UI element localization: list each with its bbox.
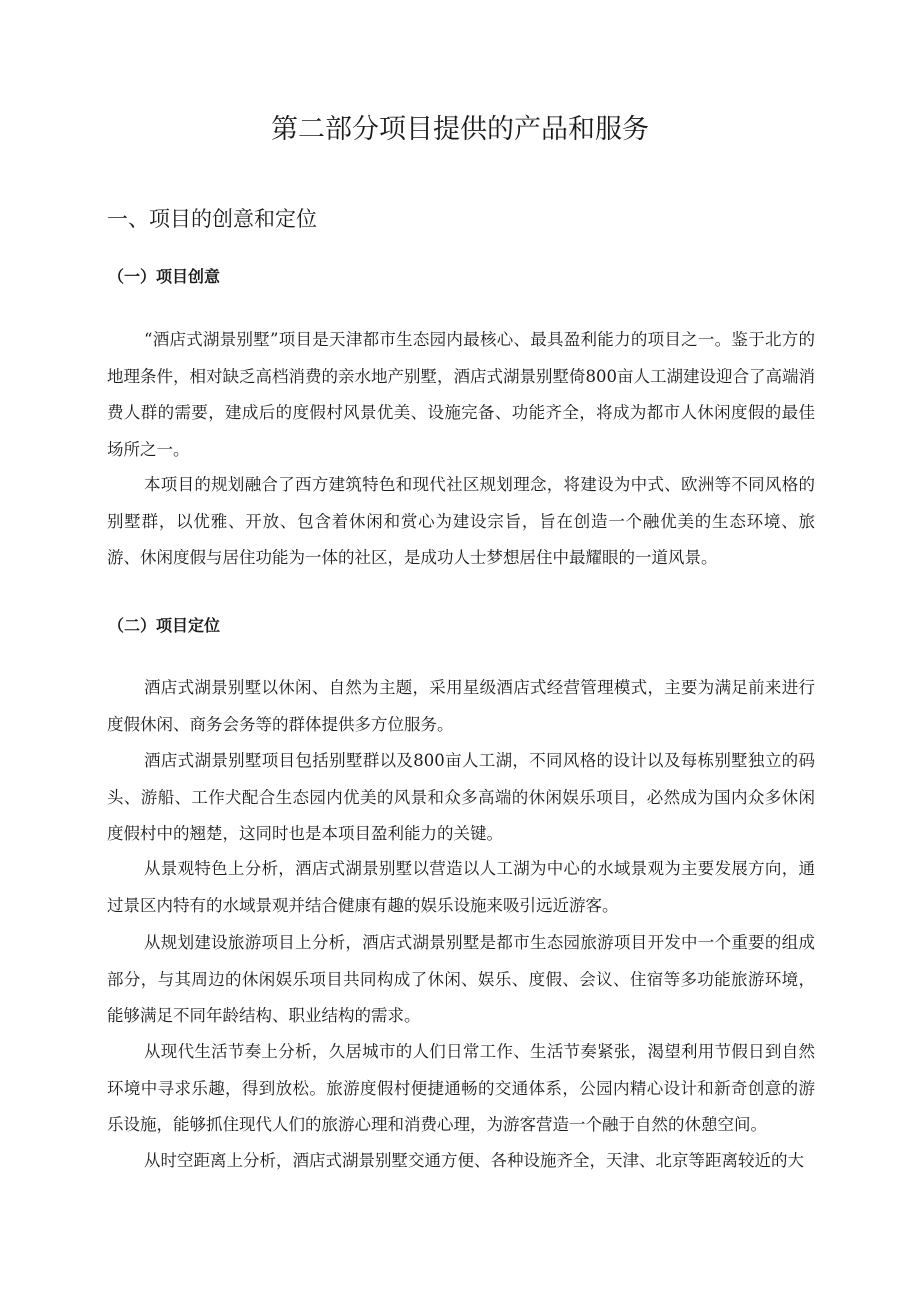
paragraph-positioning-2: 酒店式湖景别墅项目包括别墅群以及800亩人工湖，不同风格的设计以及每栋别墅独立的码头、游船、工作犬配合生态园内优美的风景和众多高端的休闲娱乐项目，必然成为国内众多休闲度假村中的翘楚，这同时也是本项目盈利能力的关键。 xyxy=(107,751,815,843)
paragraph-positioning-6: 从时空距离上分析，酒店式湖景别墅交通方便、各种设施齐全，天津、北京等距离较近的大 xyxy=(144,1151,804,1170)
subsection-heading-positioning: （二）项目定位 xyxy=(108,616,221,635)
document-title: 第二部分项目提供的产品和服务 xyxy=(271,114,649,145)
subsection-heading-creativity: （一）项目创意 xyxy=(108,267,221,286)
paragraph-positioning-1: 酒店式湖景别墅以休闲、自然为主题，采用星级酒店式经营管理模式，主要为满足前来进行度假休闲、商务会务等的群体提供多方位服务。 xyxy=(107,678,815,734)
paragraph-positioning-5: 从现代生活节奏上分析，久居城市的人们日常工作、生活节奏紧张，渴望利用节假日到自然环境中寻求乐趣，得到放松。旅游度假村便捷通畅的交通体系，公园内精心设计和新奇创意的游乐设施，能够抓住现代人们的旅游心理和消费心理，为游客营造一个融于自然的休憩空间。 xyxy=(107,1042,815,1134)
paragraph-creativity-2: 本项目的规划融合了西方建筑特色和现代社区规划理念，将建设为中式、欧洲等不同风格的别墅群，以优雅、开放、包含着休闲和赏心为建设宗旨，旨在创造一个融优美的生态环境、旅游、休闲度假与居住功能为一体的社区，是成功人士梦想居住中最耀眼的一道风景。 xyxy=(107,475,815,567)
paragraph-positioning-3: 从景观特色上分析，酒店式湖景别墅以营造以人工湖为中心的水域景观为主要发展方向，通过景区内特有的水域景观并结合健康有趣的娱乐设施来吸引远近游客。 xyxy=(107,859,815,915)
section-heading-creativity-positioning: 一、项目的创意和定位 xyxy=(107,207,317,231)
paragraph-positioning-4: 从规划建设旅游项目上分析，酒店式湖景别墅是都市生态园旅游项目开发中一个重要的组成部分，与其周边的休闲娱乐项目共同构成了休闲、娱乐、度假、会议、住宿等多功能旅游环境，能够满足不同年龄结构、职业结构的需求。 xyxy=(107,933,815,1025)
paragraph-creativity-1: “酒店式湖景别墅”项目是天津都市生态园内最核心、最具盈利能力的项目之一。鉴于北方的地理条件，相对缺乏高档消费的亲水地产别墅，酒店式湖景别墅倚800亩人工湖建设迎合了高端消费人群的需要，建成后的度假村风景优美、设施完备、功能齐全，将成为都市人休闲度假的最佳场所之一。 xyxy=(107,330,815,459)
